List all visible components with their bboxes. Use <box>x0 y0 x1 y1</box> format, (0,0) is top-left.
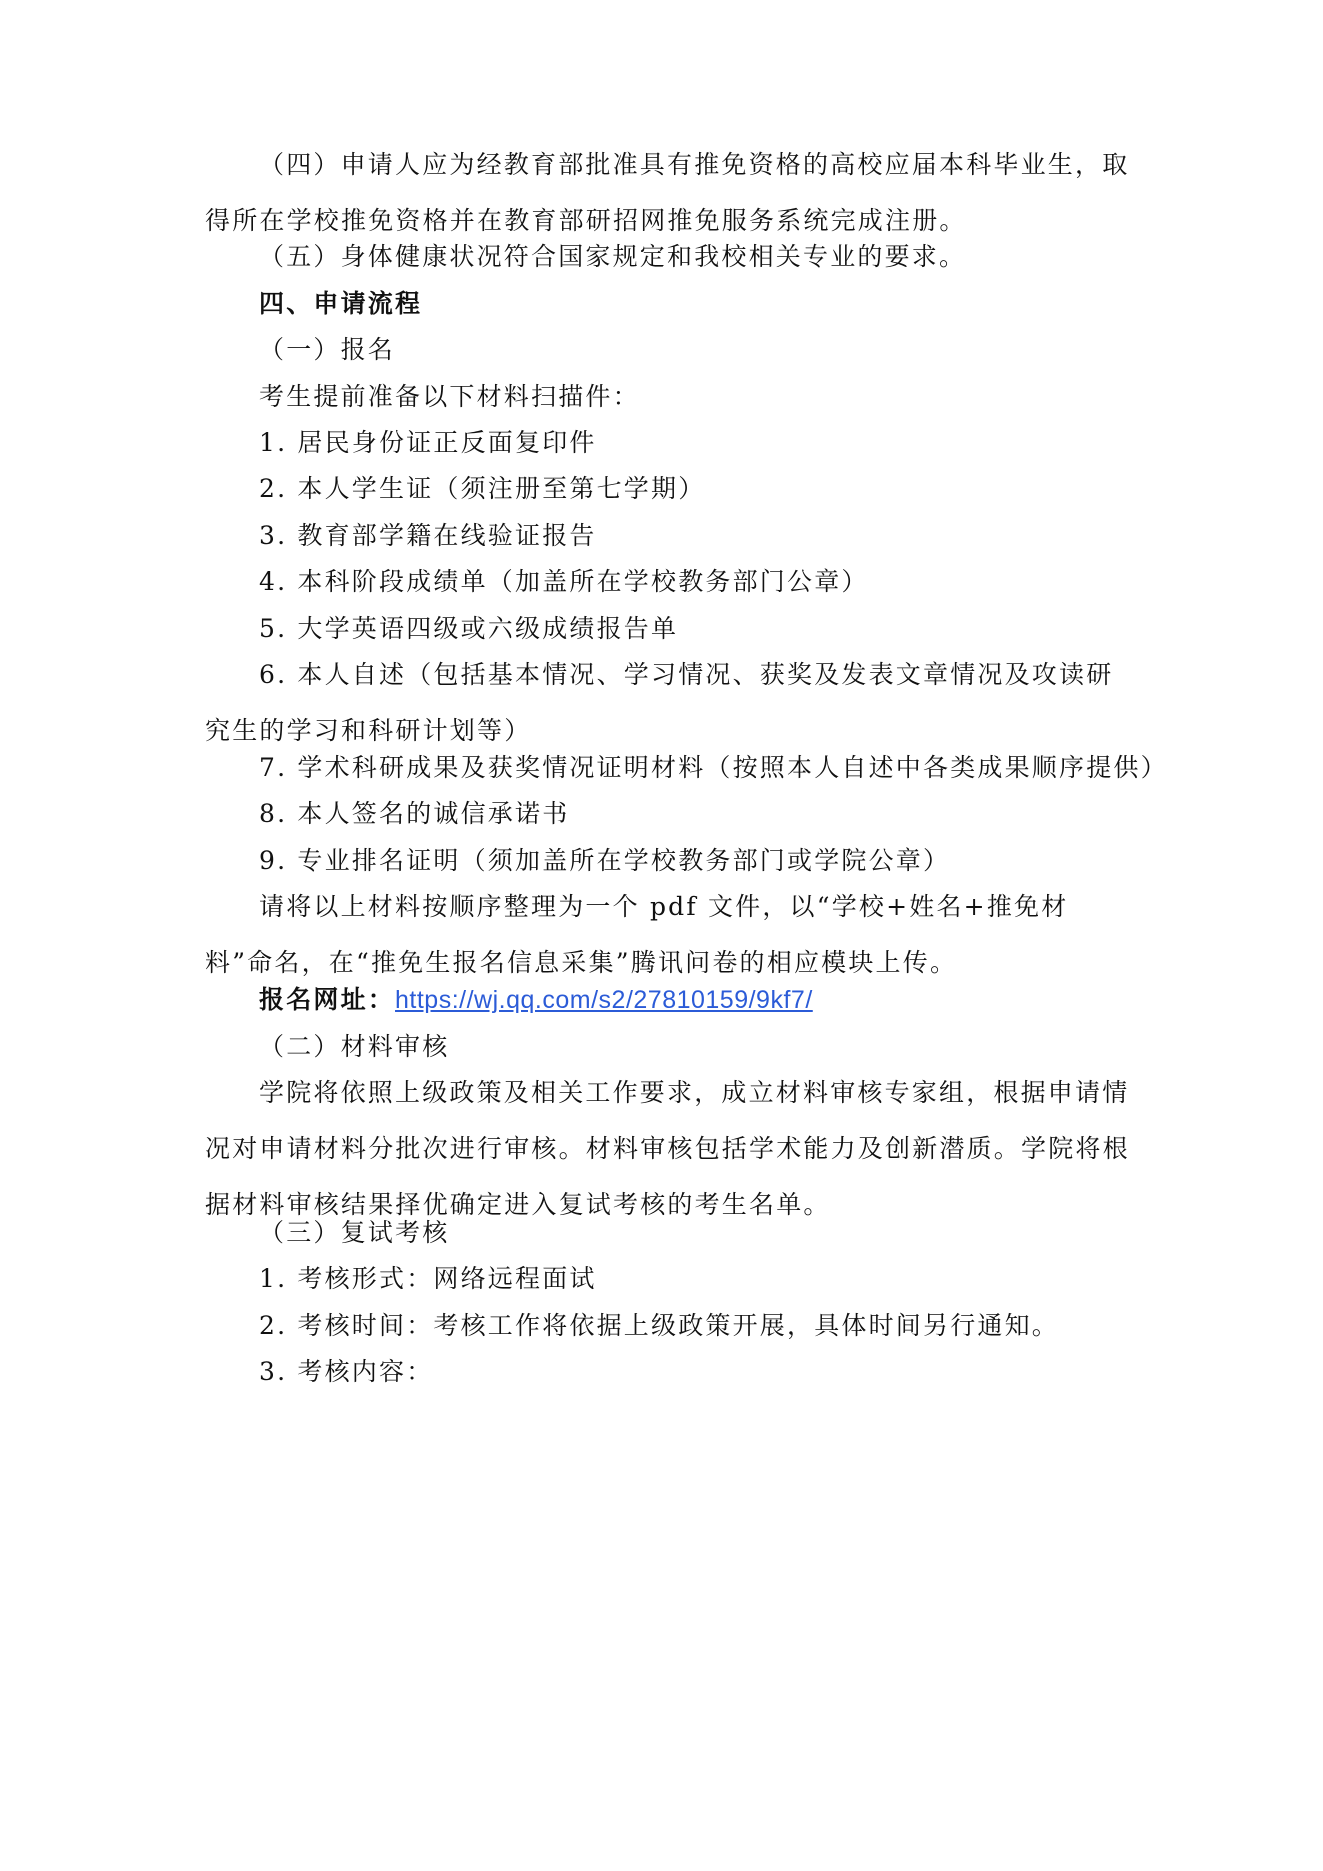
subsection-review-title: （二）材料审核 <box>259 1032 450 1061</box>
upload-instructions: 请将以上材料按顺序整理为一个 pdf 文件，以“学校+姓名+推免材料”命名，在“推免生报名信息采集”腾讯问卷的相应模块上传。 <box>205 892 1069 977</box>
review-paragraph: 学院将依照上级政策及相关工作要求，成立材料审核专家组，根据申请情况对申请材料分批次进行审核。材料审核包括学术能力及创新潜质。学院将根据材料审核结果择优确定进入复试考核的考生名单。 <box>205 1078 1130 1219</box>
material-item-1: 1. 居民身份证正反面复印件 <box>259 428 597 457</box>
material-item-2: 2. 本人学生证（须注册至第七学期） <box>259 474 706 503</box>
exam-item-3: 3. 考核内容： <box>259 1357 434 1386</box>
signup-url-label: 报名网址： <box>259 985 396 1014</box>
section-4-heading: 四、申请流程 <box>259 289 423 318</box>
material-item-9: 9. 专业排名证明（须加盖所在学校教务部门或学院公章） <box>259 846 951 875</box>
material-item-3: 3. 教育部学籍在线验证报告 <box>259 521 597 550</box>
material-item-7: 7. 学术科研成果及获奖情况证明材料（按照本人自述中各类成果顺序提供） <box>259 753 1168 782</box>
subsection-exam-title: （三）复试考核 <box>259 1218 450 1247</box>
material-item-4: 4. 本科阶段成绩单（加盖所在学校教务部门公章） <box>259 567 869 596</box>
requirement-5-paragraph: （五）身体健康状况符合国家规定和我校相关专业的要求。 <box>259 242 967 271</box>
requirement-4-paragraph: （四）申请人应为经教育部批准具有推免资格的高校应届本科毕业生，取得所在学校推免资格并在教育部研招网推免服务系统完成注册。 <box>205 150 1130 235</box>
exam-item-2: 2. 考核时间：考核工作将依据上级政策开展，具体时间另行通知。 <box>259 1311 1060 1340</box>
material-item-8: 8. 本人签名的诚信承诺书 <box>259 799 570 828</box>
material-item-6: 6. 本人自述（包括基本情况、学习情况、获奖及发表文章情况及攻读研究生的学习和科研计划等） <box>205 660 1114 745</box>
material-item-5: 5. 大学英语四级或六级成绩报告单 <box>259 614 679 643</box>
subsection-signup-title: （一）报名 <box>259 335 396 364</box>
materials-intro: 考生提前准备以下材料扫描件： <box>259 382 640 411</box>
signup-url-link[interactable]: https://wj.qq.com/s2/27810159/9kf7/ <box>395 986 813 1014</box>
exam-item-1: 1. 考核形式：网络远程面试 <box>259 1264 597 1293</box>
